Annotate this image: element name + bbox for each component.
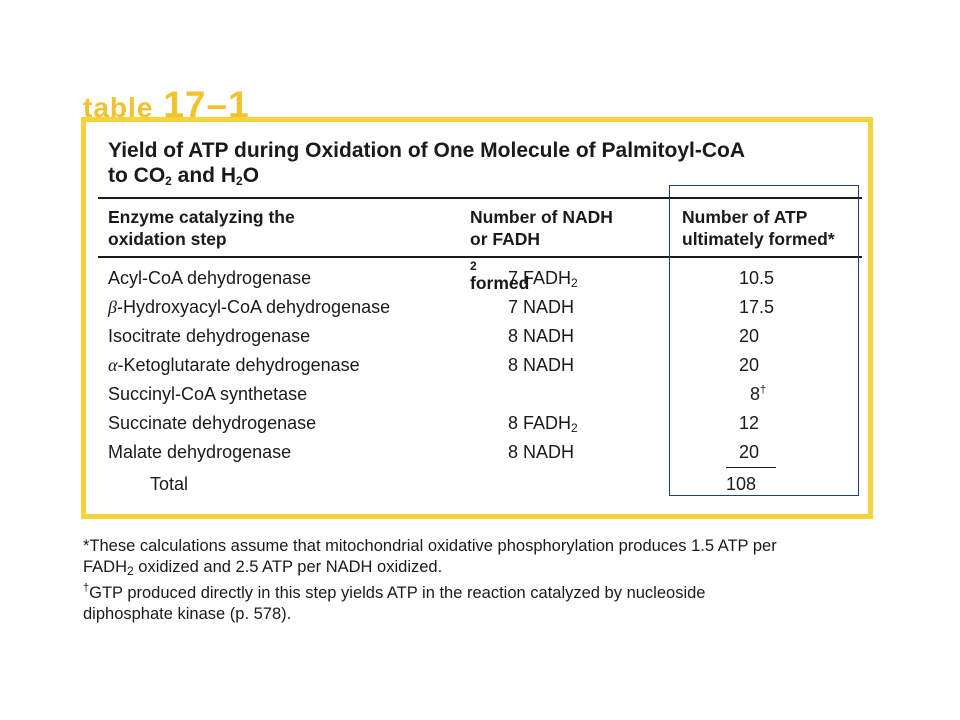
row-atp: 20 bbox=[739, 326, 760, 346]
row-enzyme: β-Hydroxyacyl-CoA dehydrogenase bbox=[108, 297, 391, 317]
table-title bbox=[108, 138, 848, 188]
row-enzyme: α-Ketoglutarate dehydrogenase bbox=[108, 355, 360, 375]
row-carrier-count: 8 NADH bbox=[508, 442, 575, 462]
row-enzyme: Malate dehydrogenase bbox=[108, 442, 292, 462]
total-label: Total bbox=[150, 474, 189, 494]
total-row bbox=[0, 474, 960, 503]
footnote-asterisk: *These calculations assume that mitochondrial oxidative phosphorylation produces 1.5 ATP per $FADH_2$ oxidized and 2.5 ATP per NADH oxidized. bbox=[83, 537, 777, 578]
row-atp: 20 bbox=[739, 355, 760, 375]
row-enzyme: Acyl-CoA dehydrogenase bbox=[108, 268, 312, 288]
table-row bbox=[0, 326, 960, 355]
row-enzyme: Isocitrate dehydrogenase bbox=[108, 326, 311, 346]
table-row bbox=[0, 355, 960, 384]
row-enzyme: Succinate dehydrogenase bbox=[108, 413, 317, 433]
header-enzyme: Enzyme catalyzing the oxidation step bbox=[108, 207, 295, 249]
header-nadh-count: Number of NADH or FADH $_2$ formed bbox=[470, 207, 613, 293]
table-label-number: 17–1 bbox=[163, 84, 250, 125]
table-row bbox=[0, 413, 960, 442]
row-atp: 8† bbox=[750, 384, 767, 404]
title-line-2: to $CO_2$ and $H_2O$ bbox=[108, 164, 260, 188]
row-enzyme: Succinyl-CoA synthetase bbox=[108, 384, 308, 404]
row-atp: 17.5 bbox=[739, 297, 775, 317]
table-label-word: table bbox=[83, 92, 154, 123]
row-carrier-count: 8 NADH bbox=[508, 355, 575, 375]
row-atp: 20 bbox=[739, 442, 760, 462]
table-row bbox=[0, 268, 960, 297]
row-carrier-count: 8 $FADH_2$ bbox=[508, 413, 578, 435]
total-atp: 108 bbox=[726, 474, 757, 494]
row-carrier-count: 8 NADH bbox=[508, 326, 575, 346]
sum-rule bbox=[726, 467, 776, 468]
table-row bbox=[0, 297, 960, 326]
footnote-dagger: †GTP produced directly in this step yields ATP in the reaction catalyzed by nucleoside diphosphate kinase (p. 578). bbox=[83, 582, 706, 623]
row-carrier-count: 7 NADH bbox=[508, 297, 575, 317]
row-atp: 10.5 bbox=[739, 268, 775, 288]
table-row bbox=[0, 442, 960, 471]
header-atp-count: Number of ATP ultimately formed* bbox=[682, 207, 835, 249]
row-atp: 12 bbox=[739, 413, 760, 433]
row-carrier-count: 7 $FADH_2$ bbox=[508, 268, 578, 290]
title-line-1: Yield of ATP during Oxidation of One Molecule of Palmitoyl-CoA bbox=[108, 139, 746, 162]
table-row bbox=[0, 384, 960, 413]
